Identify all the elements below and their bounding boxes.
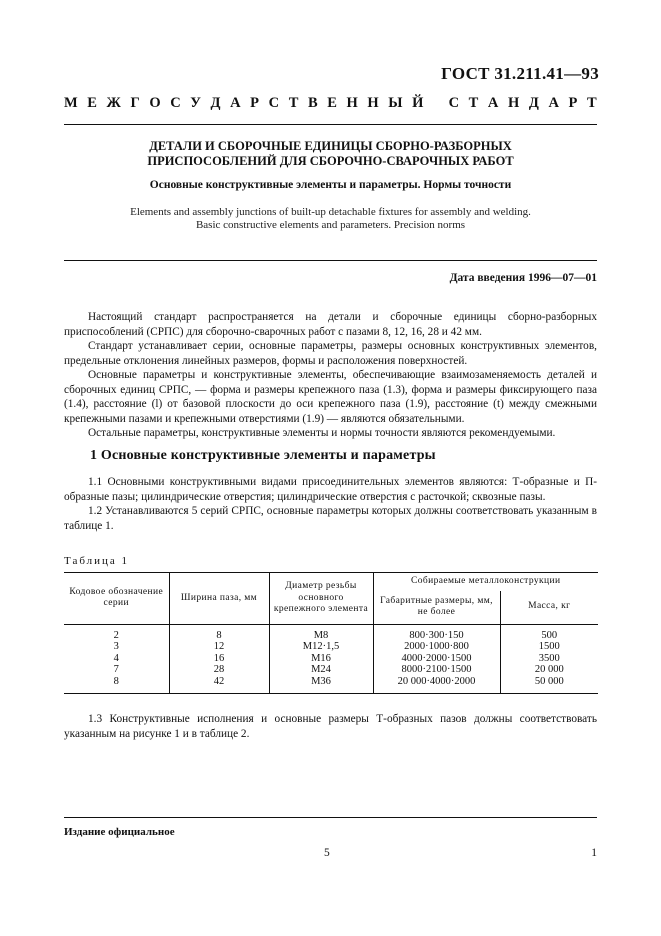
intro-paragraph: Стандарт устанавливает серии, основные параметры, размеры основных конструктивных элементов, предельные отклонения линейных размеров, формы и расположения поверхностей.: [64, 340, 597, 367]
official-edition-label: Издание официальное: [64, 826, 175, 838]
header-divider: [64, 124, 597, 125]
header-overall-dimensions: Габаритные размеры, мм, не более: [373, 591, 500, 625]
banner-letter: В: [307, 95, 318, 111]
cell-thread: М8: [269, 624, 373, 641]
header-slot-width: Ширина паза, мм: [169, 573, 269, 625]
banner-letter: А: [487, 95, 499, 111]
banner-letter: Ж: [106, 95, 121, 111]
intro-paragraph: Остальные параметры, конструктивные элементы и нормы точности являются рекомендуемыми.: [88, 427, 556, 439]
banner-letter: С: [268, 95, 280, 111]
cell-thread: М12·1,5: [269, 641, 373, 653]
cell-thread: М16: [269, 653, 373, 665]
cell-code: 4: [64, 653, 169, 665]
banner-letter: Т: [288, 95, 299, 111]
cell-dims: 2000·1000·800: [373, 641, 500, 653]
banner-letter: С: [170, 95, 181, 111]
intro-text: [64, 310, 597, 441]
cell-code: 8: [64, 676, 169, 694]
section-heading: 1 Основные конструктивные элементы и параметры: [90, 448, 436, 463]
banner-letter: М: [64, 95, 78, 111]
header-assembled-structures: Собираемые металлоконструкции: [373, 573, 598, 591]
banner-letter: О: [149, 95, 161, 111]
header-mass: Масса, кг: [500, 591, 598, 625]
cell-width: 16: [169, 653, 269, 665]
clause-1-1: 1.1 Основными конструктивными видами присоединительных элементов являются: Т-образные и П-образные пазы; цилиндрические отверстия; цилиндрические отверстия с расточкой; сквозные пазы.: [64, 476, 597, 503]
footer-divider: [64, 817, 597, 818]
table-row: [64, 653, 598, 665]
cell-width: 42: [169, 676, 269, 694]
banner-letter: А: [230, 95, 241, 111]
header-series-code: Кодовое обозначение серии: [64, 573, 169, 625]
table-caption: Таблица 1: [64, 555, 130, 567]
page-number-center: 5: [324, 847, 330, 859]
english-title: [64, 206, 597, 232]
cell-dims: 8000·2100·1500: [373, 664, 500, 676]
cell-mass: 500: [500, 624, 598, 641]
header-thread-diameter: Диаметр резьбы основного крепежного элемента: [269, 573, 373, 625]
cell-code: 3: [64, 641, 169, 653]
standard-code: ГОСТ 31.211.41—93: [441, 64, 599, 83]
introduction-date: Дата введения 1996—07—01: [449, 272, 597, 284]
table-row: [64, 641, 598, 653]
table-row: [64, 624, 598, 641]
banner-letter: Р: [568, 95, 578, 111]
cell-code: 7: [64, 664, 169, 676]
document-subtitle: Основные конструктивные элементы и параметры. Нормы точности: [149, 179, 512, 191]
cell-thread: М36: [269, 676, 373, 694]
section-1-text-continued: [64, 712, 597, 741]
banner-letter: Д: [210, 95, 221, 111]
banner-letter: Р: [250, 95, 260, 111]
series-parameters-table: [64, 572, 598, 694]
intro-paragraph: Основные параметры и конструктивные элементы, обеспечивающие взаимозаменяемость деталей и сборочных единиц СРПС, — форма и размеры крепежного паза (1.3), форма и размеры фиксирующего паза (1.4), расстояние (l) от базовой плоскости до оси крепежного паза (1.9), расстояние (t) между смежными крепежными пазами и крепежными отверстиями (1.9) — являются обязательными.: [64, 369, 597, 425]
banner-letter: Н: [367, 95, 379, 111]
cell-dims: 800·300·150: [373, 624, 500, 641]
table-row: [64, 664, 598, 676]
banner-letter: У: [190, 95, 201, 111]
cell-width: 8: [169, 624, 269, 641]
cell-mass: 50 000: [500, 676, 598, 694]
clause-1-3: 1.3 Конструктивные исполнения и основные размеры Т-образных пазов должны соответствовать указанным на рисунке 1 и в таблице 2.: [64, 713, 597, 740]
cell-code: 2: [64, 624, 169, 641]
banner-letter: Т: [468, 95, 479, 111]
cell-width: 12: [169, 641, 269, 653]
banner-letter: Е: [327, 95, 337, 111]
banner-letter: Н: [507, 95, 520, 111]
document-title: [64, 139, 597, 169]
banner-letter: Д: [528, 95, 539, 111]
english-title-line-1: Elements and assembly junctions of built-up detachable fixtures for assembly and welding.: [130, 206, 531, 218]
title-divider: [64, 260, 597, 261]
banner-letter: Г: [130, 95, 140, 111]
cell-mass: 3500: [500, 653, 598, 665]
title-line-2: ПРИСПОСОБЛЕНИЙ ДЛЯ СБОРОЧНО-СВАРОЧНЫХ РАБОТ: [147, 154, 514, 168]
cell-width: 28: [169, 664, 269, 676]
banner-letter: [433, 95, 439, 112]
cell-mass: 20 000: [500, 664, 598, 676]
page-number-right: 1: [591, 847, 597, 859]
interstate-standard-banner: [64, 95, 597, 112]
section-1-text: [64, 475, 597, 533]
banner-letter: А: [548, 95, 559, 111]
intro-paragraph: Настоящий стандарт распространяется на детали и сборочные единицы сборно-разборных приспособлений (СРПС) для сборочно-сварочных работ с пазами 8, 12, 16, 28 и 42 мм.: [64, 311, 597, 338]
cell-mass: 1500: [500, 641, 598, 653]
banner-letter: Ы: [388, 95, 403, 111]
banner-letter: С: [448, 95, 460, 111]
banner-letter: Т: [586, 95, 597, 111]
english-title-line-2: Basic constructive elements and parameters. Precision norms: [195, 219, 466, 231]
banner-letter: Е: [87, 95, 97, 111]
clause-1-2: 1.2 Устанавливаются 5 серий СРПС, основные параметры которых должны соответствовать указанным в таблице 1.: [64, 505, 597, 532]
cell-thread: М24: [269, 664, 373, 676]
title-line-1: ДЕТАЛИ И СБОРОЧНЫЕ ЕДИНИЦЫ СБОРНО-РАЗБОРНЫХ: [149, 139, 512, 153]
banner-letter: Й: [412, 95, 424, 111]
banner-letter: Н: [346, 95, 358, 111]
table-row: [64, 676, 598, 694]
cell-dims: 4000·2000·1500: [373, 653, 500, 665]
cell-dims: 20 000·4000·2000: [373, 676, 500, 694]
